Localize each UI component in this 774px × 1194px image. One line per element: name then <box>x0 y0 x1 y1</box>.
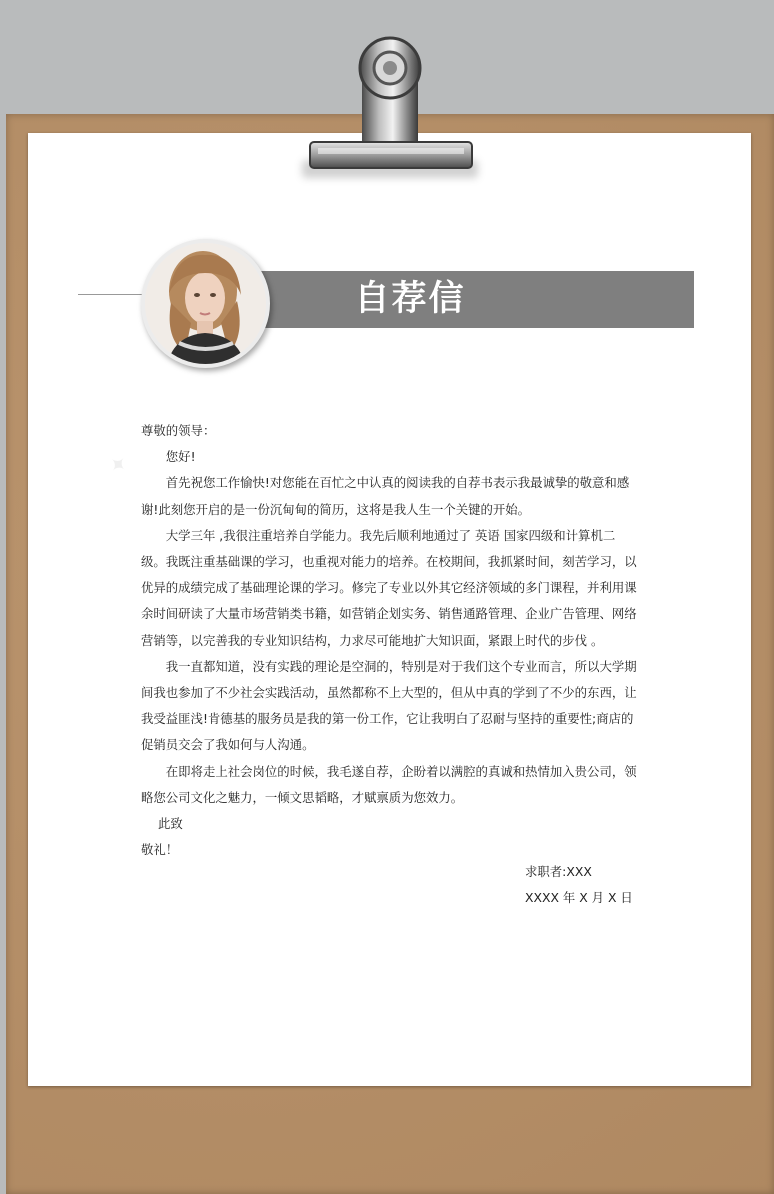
paragraph: 我一直都知道，没有实践的理论是空洞的，特别是对于我们这个专业而言，所以大学期间我也参加了不少社会实践活动，虽然都称不上大型的，但从中真的学到了不少的东西，让我受益匪浅!肯德基的服务员是我的第一份工作，它让我明白了忍耐与坚持的重要性;商店的促销员交会了我如何与人沟通。 <box>141 658 637 753</box>
watermark: ✦ <box>102 449 133 482</box>
salutation: 尊敬的领导： <box>141 423 216 438</box>
portrait-illustration <box>145 243 266 364</box>
closing-line-1: 此致 <box>158 816 183 832</box>
page-title: 自荐信 <box>354 279 466 319</box>
paragraph: 大学三年 ,我很注重培养自学能力。我先后顺利地通过了 英语 国家四级和计算机二级。我既注重基础课的学习，也重视对能力的培养。在校期间，我抓紧时间，刻苦学习，以优异的成绩完成了基础理论课的学习。修完了专业以外其它经济领域的多门课程，并利用课余时间研读了大量市场营销类书籍，如营销企划实务、销售通路管理、企业广告管理、网络营销等，以完善我的专业知识结构，力求尽可能地扩大知识面，紧跟上时代的步伐 。 <box>141 527 637 648</box>
signature: 求职者:XXX <box>525 864 592 879</box>
letter-body <box>141 418 637 863</box>
closing-line-2: 敬礼！ <box>141 842 179 858</box>
date: XXXX 年 X 月 X 日 <box>525 890 633 905</box>
greeting-hello: 您好! <box>165 449 196 465</box>
paragraph: 首先祝您工作愉快!对您能在百忙之中认真的阅读我的自荐书表示我最诚挚的敬意和感谢!此刻您开启的是一份沉甸甸的简历，这将是我人生一个关键的开始。 <box>141 475 630 517</box>
portrait-photo <box>141 239 270 368</box>
title-divider-line <box>78 294 148 295</box>
binder-clip-icon <box>290 20 490 180</box>
paragraph: 在即将走上社会岗位的时候，我毛遂自荐，企盼着以满腔的真诚和热情加入贵公司，领略您公司文化之魅力，一倾文思韬略，才赋禀质为您效力。 <box>141 763 637 805</box>
